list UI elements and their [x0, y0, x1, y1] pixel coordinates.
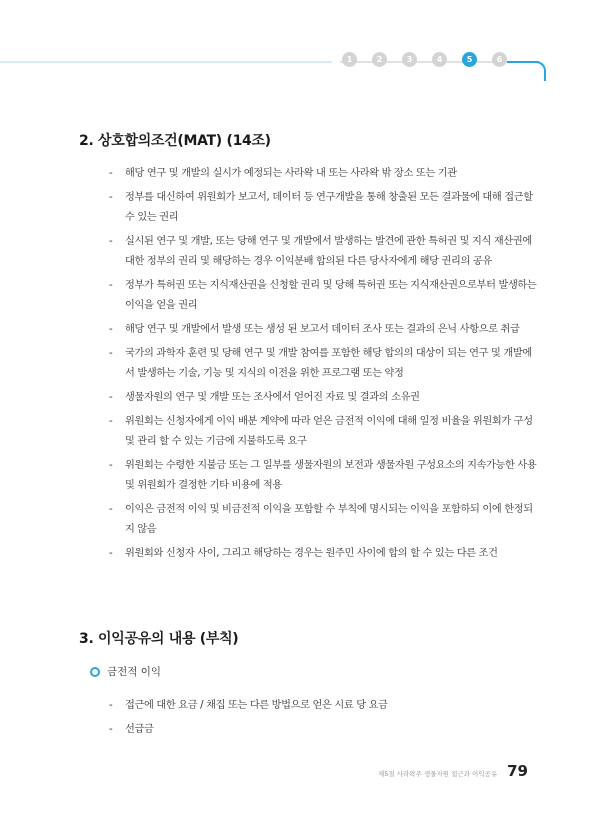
step-1: 1	[342, 52, 357, 67]
chapter-running-title: 제5절 사라왁주 생물자원 접근과 이익공유	[377, 770, 498, 778]
chapter-step-indicator	[342, 52, 507, 70]
section-2-list	[109, 164, 541, 568]
list-item: - 접근에 대한 요금 / 채집 또는 다른 방법으로 얻은 시료 당 요금	[109, 696, 541, 716]
list-item: - 해당 연구 및 개발의 실시가 예정되는 사라왁 내 또는 사라왁 밖 장소 또는 기관	[109, 164, 541, 184]
list-item: - 국가의 과학자 훈련 및 당해 연구 및 개발 참여를 포함한 해당 합의의 대상이 되는 연구 및 개발에서 발생하는 기술, 기능 및 지식의 이전을 위한 프로그램 또는 약정	[109, 344, 541, 384]
page-footer	[378, 762, 528, 780]
list-item: - 생물자원의 연구 및 개발 또는 조사에서 얻어진 자료 및 결과의 소유권	[109, 388, 541, 408]
list-item: - 정부가 특허권 또는 지식재산권을 신청할 권리 및 당해 특허권 또는 지식재산권으로부터 발생하는 이익을 얻을 권리	[109, 276, 541, 316]
list-item: - 실시된 연구 및 개발, 또는 당해 연구 및 개발에서 발생하는 발견에 관한 특허권 및 지식 재산권에 대한 정부의 권리 및 해당하는 경우 이익분배 합의된 다른 당사자에게 해당 권리의 공유	[109, 232, 541, 272]
section-3-title: 3. 이익공유의 내용 (부칙)	[79, 631, 239, 647]
step-5-active: 5	[462, 52, 477, 67]
section-2-title: 2. 상호합의조건(MAT) (14조)	[79, 133, 271, 149]
step-6: 6	[492, 52, 507, 67]
list-item: - 위원회와 신청자 사이, 그리고 해당하는 경우는 원주민 사이에 합의 할 수 있는 다른 조건	[109, 544, 541, 564]
header-line	[0, 61, 332, 63]
step-3: 3	[402, 52, 417, 67]
step-4: 4	[432, 52, 447, 67]
header-corner-bracket	[524, 61, 546, 81]
step-2: 2	[372, 52, 387, 67]
bullet-item	[90, 664, 161, 679]
circle-bullet-icon	[90, 667, 100, 677]
list-item: - 선급금	[109, 720, 541, 740]
list-item: - 위원회는 수령한 지불금 또는 그 일부를 생물자원의 보전과 생물자원 구성요소의 지속가능한 사용 및 위원회가 결정한 기타 비용에 적용	[109, 456, 541, 496]
bullet-label: 금전적 이익	[107, 666, 162, 678]
page-number: 79	[507, 762, 528, 780]
list-item: - 이익은 금전적 이익 및 비금전적 이익을 포함할 수 부칙에 명시되는 이익을 포함하되 이에 한정되지 않음	[109, 500, 541, 540]
section-3-list	[109, 696, 541, 744]
list-item: - 해당 연구 및 개발에서 발생 또는 생성 된 보고서 데이터 조사 또는 결과의 은닉 사항으로 취급	[109, 320, 541, 340]
list-item: - 정부를 대신하여 위원회가 보고서, 데이터 등 연구개발을 통해 창출된 모든 결과물에 대해 접근할 수 있는 권리	[109, 188, 541, 228]
list-item: - 위원회는 신청자에게 이익 배분 계약에 따라 얻은 금전적 이익에 대해 일정 비율을 위원회가 구성 및 관리 할 수 있는 기금에 지불하도록 요구	[109, 412, 541, 452]
